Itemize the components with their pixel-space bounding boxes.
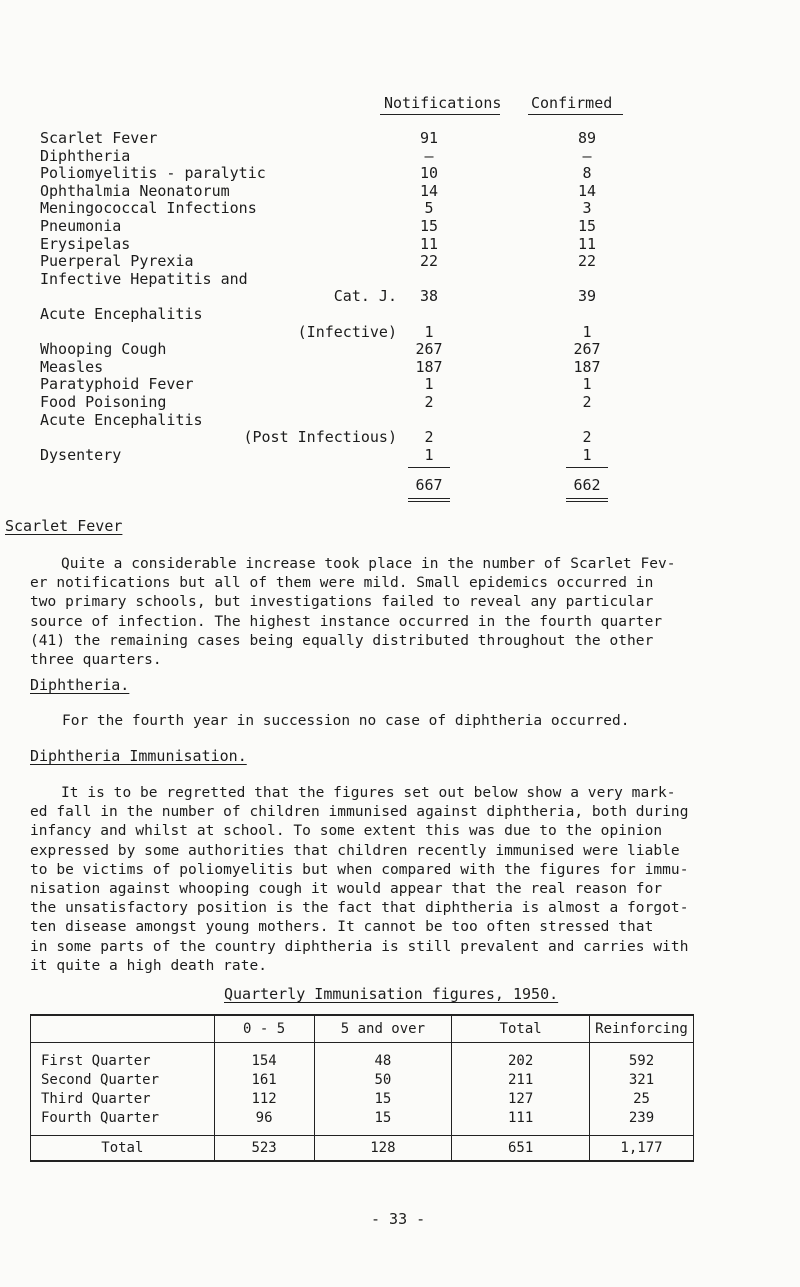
notification-label: Pneumonia — [40, 217, 122, 235]
quarterly-caption: Quarterly Immunisation figures, 1950. — [224, 985, 559, 1003]
table-cell: Total — [31, 1136, 215, 1162]
table-cell: Fourth Quarter — [31, 1108, 215, 1136]
confirmed-header: Confirmed — [531, 94, 613, 112]
text-line: ed fall in the number of children immunised against diphtheria, both during — [30, 804, 689, 821]
notification-label: Infective Hepatitis and — [40, 269, 248, 288]
notification-label: Erysipelas — [40, 234, 131, 253]
text-line: it quite a high death rate. — [30, 957, 268, 974]
notification-label: Puerperal Pyrexia — [40, 252, 194, 271]
table-cell: 111 — [452, 1108, 590, 1136]
notified-sum-rule — [408, 467, 450, 468]
table-cell: Third Quarter — [31, 1089, 215, 1108]
notification-label-continued: (Post Infectious) — [243, 428, 397, 447]
text-line: ten disease amongst young mothers. It cannot be too often stressed that — [30, 919, 654, 936]
immunisation-table — [30, 1014, 694, 1162]
immunisation-paragraph — [30, 784, 775, 976]
confirmed-count: 2 — [582, 428, 592, 447]
column-header — [31, 1015, 215, 1043]
notified-count: 10 — [419, 164, 439, 183]
notified-count: 1 — [424, 375, 434, 394]
table-cell: 128 — [314, 1136, 452, 1162]
text-line: in some parts of the country diphtheria is still prevalent and carries with — [30, 938, 689, 955]
table-cell: 161 — [214, 1070, 314, 1089]
text-line: the unsatisfactory position is the fact that diphtheria is almost a forgot- — [30, 900, 689, 917]
column-header: 0 - 5 — [214, 1015, 314, 1043]
scarlet-fever-heading: Scarlet Fever — [5, 517, 123, 535]
notification-label: Dysentery — [40, 445, 122, 464]
column-header: Reinforcing — [590, 1015, 694, 1043]
notified-count: 267 — [415, 340, 443, 359]
column-header: 5 and over — [314, 1015, 452, 1043]
confirmed-count: 22 — [577, 252, 597, 271]
table-cell: 321 — [590, 1070, 694, 1089]
total-confirmed: 662 — [573, 476, 601, 494]
confirmed-sum-rule — [566, 467, 608, 468]
notified-count: 2 — [424, 393, 434, 411]
notified-count: 11 — [419, 234, 439, 253]
table-cell: 15 — [314, 1108, 452, 1136]
text-line: (41) the remaining cases being equally distributed throughout the other — [30, 632, 654, 649]
diphtheria-heading: Diphtheria. — [30, 676, 130, 694]
header-underline — [380, 114, 500, 115]
table-cell: 592 — [590, 1043, 694, 1071]
confirmed-count: 15 — [577, 217, 597, 235]
text-line: to be victims of poliomyelitis but when compared with the figures for immu- — [30, 861, 689, 878]
table-cell: 651 — [452, 1136, 590, 1162]
total-double-rule — [566, 498, 608, 499]
immunisation-heading: Diphtheria Immunisation. — [30, 747, 247, 765]
text-line: It is to be regretted that the figures set out below show a very mark- — [61, 785, 676, 801]
notified-count: 2 — [424, 428, 434, 447]
notified-count: 91 — [419, 129, 439, 147]
notification-label: Measles — [40, 357, 104, 376]
notification-label: Ophthalmia Neonatorum — [40, 181, 230, 200]
total-notified: 667 — [415, 476, 443, 494]
notified-count: 1 — [424, 322, 434, 341]
notification-label: Whooping Cough — [40, 340, 167, 359]
notification-label: Poliomyelitis - paralytic — [40, 164, 266, 183]
table-cell: 15 — [314, 1089, 452, 1108]
confirmed-count: 1 — [582, 375, 592, 394]
text-line: expressed by some authorities that children recently immunised were liable — [30, 842, 680, 859]
text-line: source of infection. The highest instance occurred in the fourth quarter — [30, 613, 663, 630]
total-double-rule — [566, 501, 608, 502]
scarlet-fever-paragraph — [30, 555, 775, 670]
text-line: infancy and whilst at school. To some extent this was due to the opinion — [30, 823, 663, 840]
text-line: nisation against whooping cough it would appear that the real reason for — [30, 881, 663, 898]
text-line: Quite a considerable increase took place in the number of Scarlet Fev- — [61, 556, 676, 572]
confirmed-count: 267 — [573, 340, 601, 359]
diphtheria-paragraph: For the fourth year in succession no case of diphtheria occurred. — [62, 713, 630, 729]
notification-label: Acute Encephalitis — [40, 410, 203, 429]
confirmed-count: 3 — [582, 199, 592, 218]
table-row — [31, 1043, 694, 1071]
table-cell: 50 — [314, 1070, 452, 1089]
notified-count: 14 — [419, 181, 439, 200]
confirmed-count: 8 — [582, 164, 592, 183]
table-cell: 112 — [214, 1089, 314, 1108]
table-cell: 127 — [452, 1089, 590, 1108]
table-cell: 154 — [214, 1043, 314, 1071]
notification-label: Diphtheria — [40, 146, 131, 165]
text-line: er notifications but all of them were mild. Small epidemics occurred in — [30, 575, 654, 592]
notification-label: Paratyphoid Fever — [40, 375, 194, 394]
table-cell: 523 — [214, 1136, 314, 1162]
notifications-header: Notifications — [384, 94, 502, 112]
notified-count: 22 — [419, 252, 439, 271]
table-cell: 96 — [214, 1108, 314, 1136]
table-row — [31, 1108, 694, 1136]
confirmed-count: 2 — [582, 393, 592, 411]
notification-label: Food Poisoning — [40, 393, 167, 411]
column-header: Total — [452, 1015, 590, 1043]
text-line: three quarters. — [30, 652, 162, 669]
table-cell: 202 — [452, 1043, 590, 1071]
confirmed-count: 1 — [582, 322, 592, 341]
notification-label: Meningococcal Infections — [40, 199, 257, 218]
notified-count: 1 — [424, 445, 434, 464]
table-cell: 25 — [590, 1089, 694, 1108]
text-line: two primary schools, but investigations failed to reveal any particular — [30, 594, 654, 611]
table-cell: First Quarter — [31, 1043, 215, 1071]
notification-label: Scarlet Fever — [40, 129, 158, 147]
notified-count: 15 — [419, 217, 439, 235]
table-row — [31, 1089, 694, 1108]
header-underline — [528, 114, 623, 115]
notification-label-continued: Cat. J. — [333, 287, 397, 306]
notified-count: – — [424, 146, 434, 165]
total-double-rule — [408, 498, 450, 499]
confirmed-count: 39 — [577, 287, 597, 306]
notification-label: Acute Encephalitis — [40, 305, 203, 323]
table-cell: Second Quarter — [31, 1070, 215, 1089]
notification-label-continued: (Infective) — [297, 322, 397, 341]
confirmed-count: 187 — [573, 357, 601, 376]
confirmed-count: 11 — [577, 234, 597, 253]
confirmed-count: 89 — [577, 129, 597, 147]
confirmed-count: 14 — [577, 181, 597, 200]
table-cell: 1,177 — [590, 1136, 694, 1162]
confirmed-count: 1 — [582, 445, 592, 464]
total-double-rule — [408, 501, 450, 502]
page-number: - 33 - — [371, 1210, 426, 1228]
notified-count: 38 — [419, 287, 439, 306]
table-total-row — [31, 1136, 694, 1162]
table-row — [31, 1070, 694, 1089]
table-header-row — [31, 1015, 694, 1043]
table-cell: 48 — [314, 1043, 452, 1071]
notified-count: 187 — [415, 357, 443, 376]
notified-count: 5 — [424, 199, 434, 218]
table-cell: 211 — [452, 1070, 590, 1089]
table-cell: 239 — [590, 1108, 694, 1136]
confirmed-count: – — [582, 146, 592, 165]
